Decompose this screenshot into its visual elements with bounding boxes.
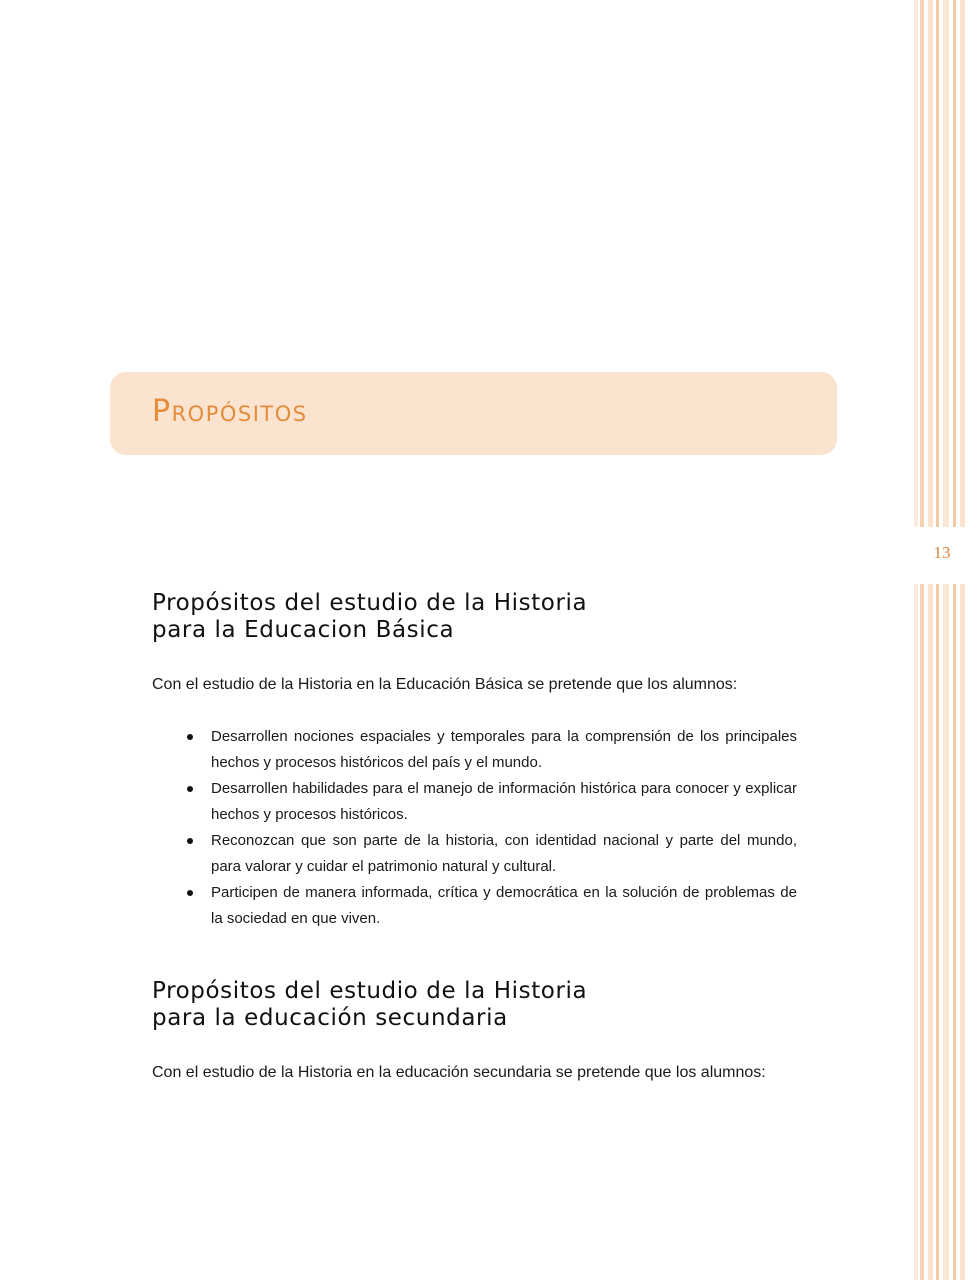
bullet-icon bbox=[187, 890, 193, 896]
list-item-text: Reconozcan que son parte de la historia, con identidad nacional y parte del mundo, para valorar y cuidar el patrimonio natural y cultural. bbox=[211, 832, 797, 875]
list-item-text: Participen de manera informada, crítica y democrática en la solución de problemas de la sociedad en que viven. bbox=[211, 884, 797, 927]
banner-title: Propósitos bbox=[152, 394, 308, 429]
heading-line: Propósitos del estudio de la Historia bbox=[152, 590, 588, 616]
list-item bbox=[152, 880, 797, 932]
stripe bbox=[914, 0, 918, 1280]
list-item bbox=[152, 724, 797, 776]
section-intro: Con el estudio de la Historia en la Educación Básica se pretende que los alumnos: bbox=[152, 676, 738, 693]
heading-line: Propósitos del estudio de la Historia bbox=[152, 978, 588, 1004]
stripe bbox=[953, 0, 956, 1280]
bullet-icon bbox=[187, 734, 193, 740]
list-item-text: Desarrollen nociones espaciales y temporales para la comprensión de los principales hechos y procesos históricos del país y el mundo. bbox=[211, 728, 797, 771]
section-intro: Con el estudio de la Historia en la educación secundaria se pretende que los alumnos: bbox=[152, 1064, 766, 1081]
list-item bbox=[152, 828, 797, 880]
bullet-icon bbox=[187, 786, 193, 792]
purpose-list bbox=[152, 724, 797, 932]
section-heading bbox=[152, 590, 797, 644]
stripe bbox=[928, 0, 933, 1280]
section-heading bbox=[152, 978, 797, 1032]
section-banner bbox=[110, 372, 837, 455]
decorative-stripes bbox=[914, 0, 972, 1280]
stripe bbox=[920, 0, 924, 1280]
stripe bbox=[936, 0, 939, 1280]
list-item-text: Desarrollen habilidades para el manejo de información histórica para conocer y explicar hechos y procesos históricos. bbox=[211, 780, 797, 823]
list-item bbox=[152, 776, 797, 828]
stripe bbox=[960, 0, 965, 1280]
page-number: 13 bbox=[933, 543, 951, 562]
stripe bbox=[943, 0, 949, 1280]
bullet-icon bbox=[187, 838, 193, 844]
section-educacion-secundaria bbox=[152, 978, 797, 1086]
heading-line: para la Educacion Básica bbox=[152, 617, 455, 643]
section-educacion-basica bbox=[152, 590, 797, 932]
heading-line: para la educación secundaria bbox=[152, 1005, 508, 1031]
